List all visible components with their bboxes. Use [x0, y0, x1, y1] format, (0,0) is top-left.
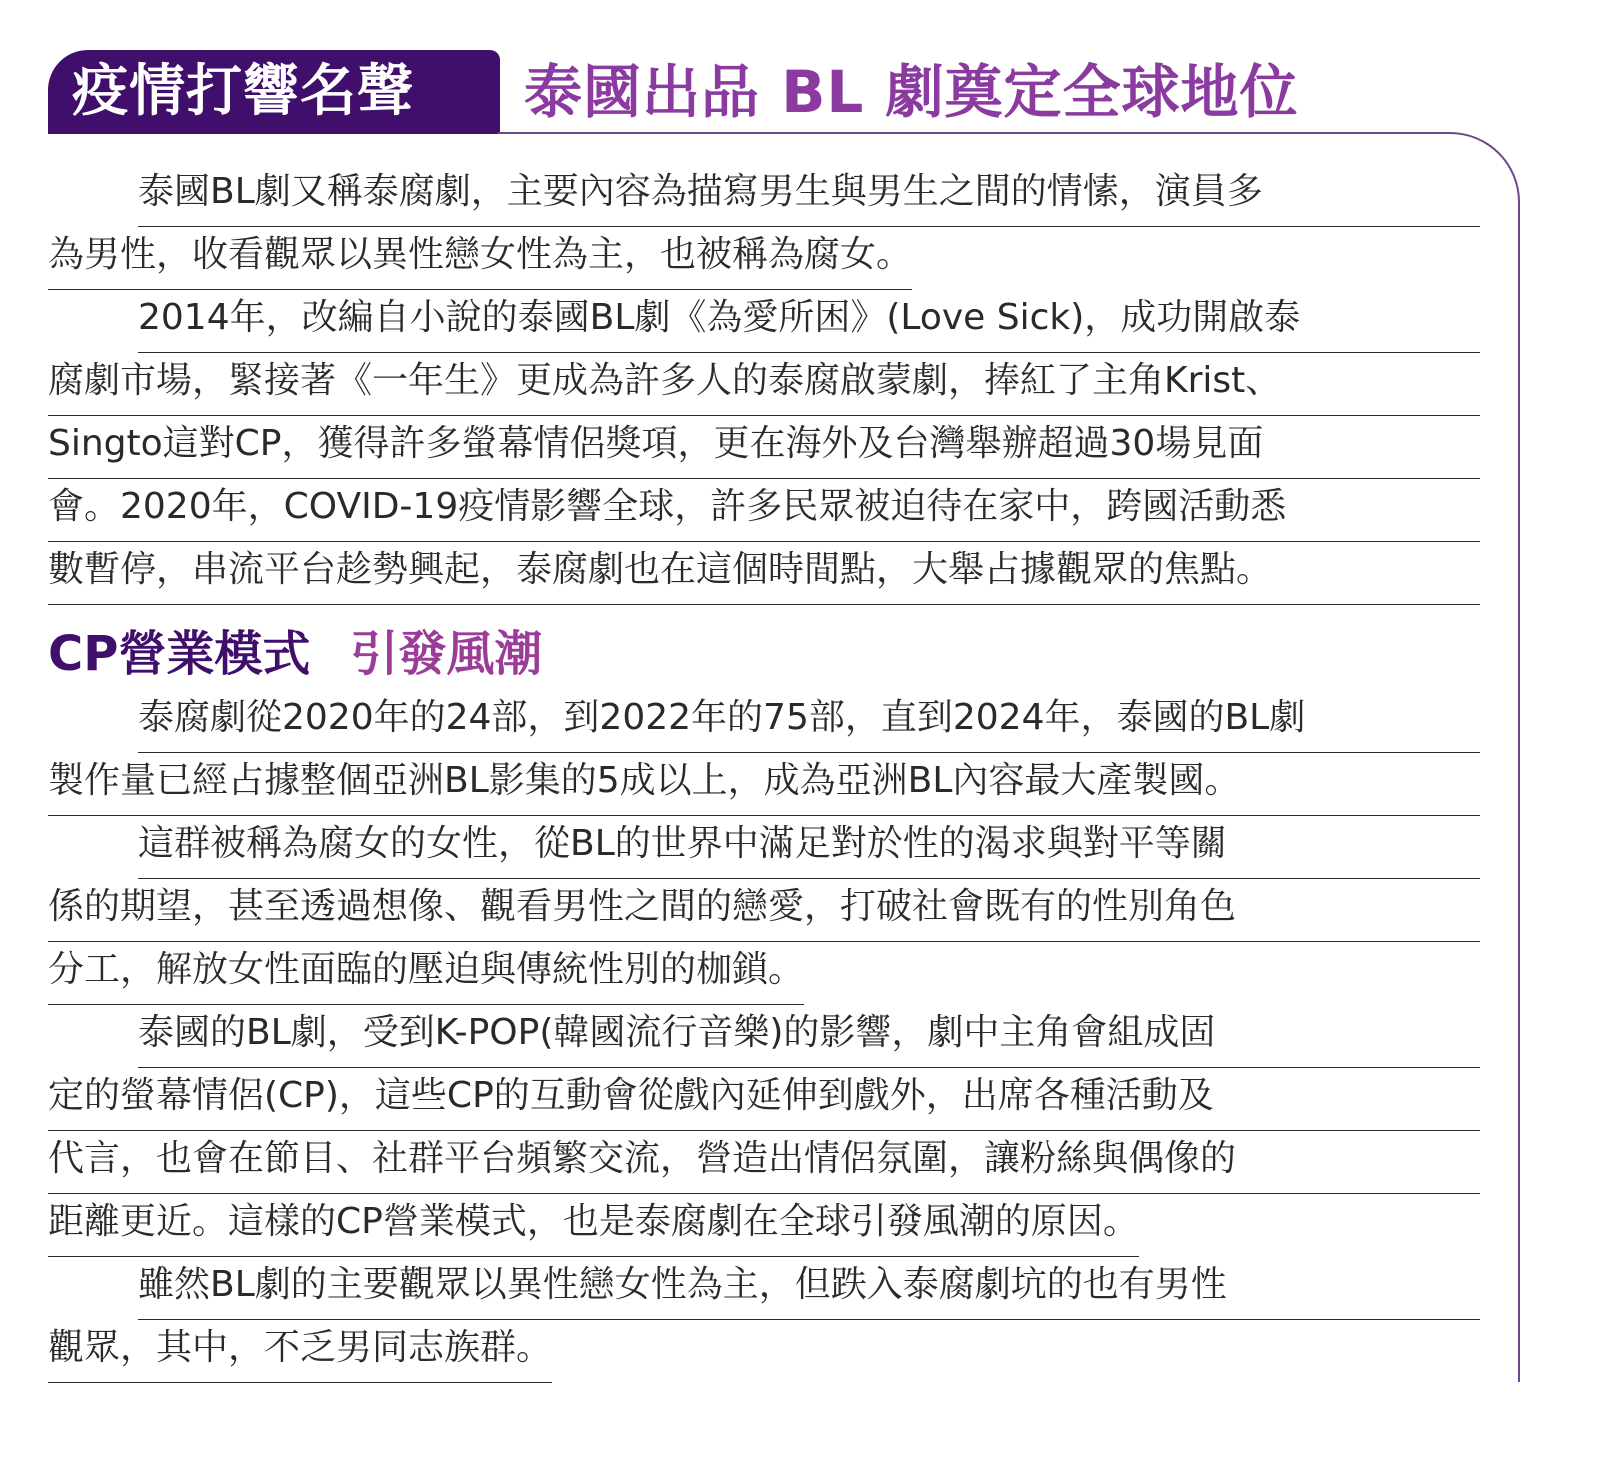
paragraph-5 [48, 1005, 1480, 1261]
text-line: 定的螢幕情侶(CP)，這些CP的互動會從戲內延伸到戲外，出席各種活動及 [48, 1068, 1480, 1131]
text-line: 距離更近。這樣的CP營業模式，也是泰腐劇在全球引發風潮的原因。 [48, 1194, 1139, 1257]
text-line: 為男性，收看觀眾以異性戀女性為主，也被稱為腐女。 [48, 227, 912, 290]
section-subheading [48, 622, 542, 686]
subheading-part-b: 引發風潮 [350, 626, 543, 682]
text-line: 係的期望，甚至透過想像、觀看男性之間的戀愛，打破社會既有的性別角色 [48, 879, 1480, 942]
text-line: 這群被稱為腐女的女性，從BL的世界中滿足對於性的渴求與對平等關 [138, 816, 1480, 879]
text-line: 泰國BL劇又稱泰腐劇，主要內容為描寫男生與男生之間的情愫，演員多 [138, 164, 1480, 227]
title-label: 疫情打響名聲 [72, 59, 414, 124]
paragraph-2 [48, 290, 1480, 605]
text-line: 腐劇市場，緊接著《一年生》更成為許多人的泰腐啟蒙劇，捧紅了主角Krist、 [48, 353, 1480, 416]
text-line: Singto這對CP，獲得許多螢幕情侶獎項，更在海外及台灣舉辦超過30場見面 [48, 416, 1480, 479]
paragraph-3 [48, 690, 1480, 816]
paragraph-4 [48, 816, 1480, 1009]
article-title-bar [48, 50, 1548, 134]
text-line: 2014年，改編自小說的泰國BL劇《為愛所困》(Love Sick)，成功開啟泰 [138, 290, 1480, 353]
text-line: 泰國的BL劇，受到K-POP(韓國流行音樂)的影響，劇中主角會組成固 [138, 1005, 1480, 1068]
text-line: 會。2020年，COVID-19疫情影響全球，許多民眾被迫待在家中，跨國活動悉 [48, 479, 1480, 542]
paragraph-6 [48, 1257, 1480, 1387]
text-line: 雖然BL劇的主要觀眾以異性戀女性為主，但跌入泰腐劇坑的也有男性 [138, 1257, 1480, 1320]
title-label-box [48, 50, 500, 134]
text-line: 製作量已經占據整個亞洲BL影集的5成以上，成為亞洲BL內容最大產製國。 [48, 753, 1480, 816]
text-line: 數暫停，串流平台趁勢興起，泰腐劇也在這個時間點，大舉占據觀眾的焦點。 [48, 542, 1480, 605]
text-line: 代言，也會在節目、社群平台頻繁交流，營造出情侶氛圍，讓粉絲與偶像的 [48, 1131, 1480, 1194]
article-headline: 泰國出品 BL 劇奠定全球地位 [524, 58, 1299, 126]
subheading-part-a: CP營業模式 [48, 626, 311, 682]
text-line: 泰腐劇從2020年的24部，到2022年的75部，直到2024年，泰國的BL劇 [138, 690, 1480, 753]
text-line: 觀眾，其中，不乏男同志族群。 [48, 1320, 552, 1383]
text-line: 分工，解放女性面臨的壓迫與傳統性別的枷鎖。 [48, 942, 804, 1005]
paragraph-1 [48, 164, 1480, 294]
